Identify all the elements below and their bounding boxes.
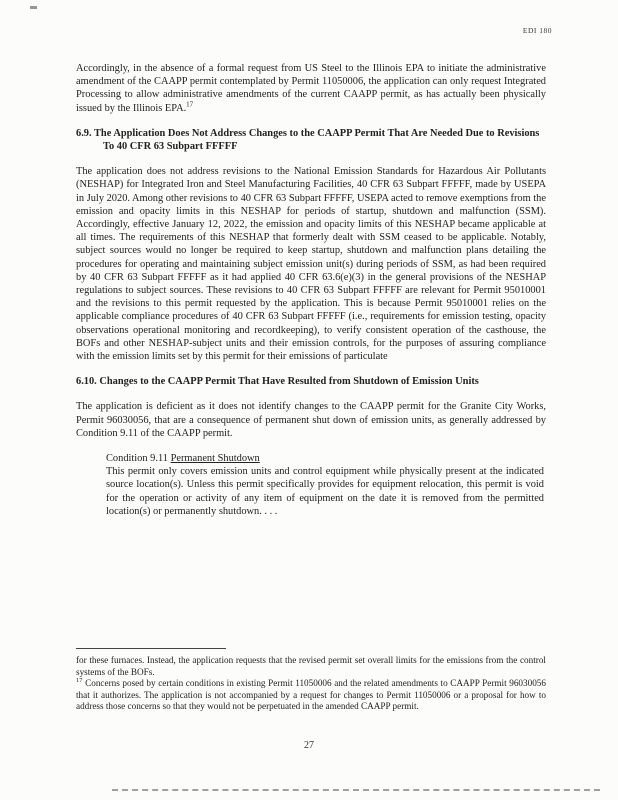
condition-title-line bbox=[106, 452, 544, 465]
condition-label: Condition 9.11 bbox=[106, 453, 168, 465]
condition-body: This permit only covers emission units and control equipment while physically present at the indicated source location(s). Unless this permit specifically provides for equipment relocation, this permit is void for the operation or activity of any item of equipment on the date it is removed from the permitted location(s) or permanently shutdown. . . . bbox=[106, 466, 544, 517]
scan-artifact-dots bbox=[112, 789, 600, 791]
footnote-divider bbox=[76, 648, 226, 649]
condition-9-11-block bbox=[106, 452, 544, 518]
page-number: 27 bbox=[304, 740, 314, 751]
footnote-17-marker: 17 bbox=[76, 677, 83, 685]
page-body bbox=[76, 62, 546, 518]
footnote-continuation: for these furnaces. Instead, the application requests that the revised permit set overall limits for the emissions from the control systems of the BOFs. bbox=[76, 655, 546, 677]
footnote-section bbox=[76, 648, 546, 713]
section-6-10-heading: 6.10. Changes to the CAAPP Permit That Have Resulted from Shutdown of Emission Units bbox=[76, 376, 479, 388]
intro-paragraph bbox=[76, 62, 546, 115]
section-6-9-body: The application does not address revisions to the National Emission Standards for Hazardous Air Pollutants (NESHAP) for Integrated Iron and Steel Manufacturing Facilities, 40 CFR 63 Subpart FFFFF, made by USEPA in July 2020. Among other revisions to 40 CFR 63 Subpart FFFFF, USEPA acted to remove exemptions from the emission and opacity limits in this NESHAP for periods of startup, shutdown and malfunction (SSM). Accordingly, effective January 12, 2022, the emission and opacity limits of this NESHAP became applicable at all times. The requirements of this NESHAP that formerly dealt with SSM ceased to be applicable. Notably, subject sources would no longer be required to keep startup, shutdown and malfunction plans detailing the procedures for operating and maintaining subject emission unit(s) during periods of SSM, as had been required by 40 CFR 63 Subpart FFFFF as it had applied 40 CFR 63.6(e)(3) in the general provisions of the NESHAP regulations to subject sources. These revisions to 40 CFR 63 Subpart FFFFF are relevant for Permit 95010001 and the revisions to this permit requested by the application. This is because Permit 95010001 relies on the applicable compliance procedures of 40 CFR 63 Subpart FFFFF (i.e., requirements for emission testing, opacity observations operational monitoring and recordkeeping), to verify consistent operation of the casthouse, the BOFs and other NESHAP-subject units and their emission controls, for the purposes of assuring compliance with the emission limits set by this permit for their emissions of particulate bbox=[76, 166, 546, 363]
section-6-10-body: The application is deficient as it does not identify changes to the CAAPP permit for the Granite City Works, Permit 96030056, that are a consequence of permanent shut down of emission units, as generally addressed by Condition 9.11 of the CAAPP permit. bbox=[76, 401, 546, 439]
scan-artifact-speck bbox=[30, 6, 37, 9]
section-6-9-heading: 6.9. The Application Does Not Address Changes to the CAAPP Permit That Are Needed Due to Revisions To 40 CFR 63 Subpart FFFFF bbox=[76, 127, 540, 153]
footnote-17-text: Concerns posed by certain conditions in existing Permit 11050006 and the related amendments to CAAPP Permit 96030056 that it authorizes. The application is not accompanied by a request for changes to Permit 11050006 or a proposal for how to address those concerns so that they would not be perpetuated in the amended CAAPP permit. bbox=[76, 678, 546, 712]
condition-title: Permanent Shutdown bbox=[170, 453, 260, 465]
footnote-17 bbox=[76, 678, 546, 713]
header-stamp: EDI 180 bbox=[522, 26, 552, 35]
intro-paragraph-text: Accordingly, in the absence of a formal request from US Steel to the Illinois EPA to initiate the administrative amendment of the CAAPP permit contemplated by Permit 11050006, the application can only request Integrated Processing to allow administrative amendments of the current CAAPP permit, as has actually been physically issued by the Illinois EPA. bbox=[76, 63, 546, 114]
footnote-ref-17: 17 bbox=[186, 100, 194, 109]
